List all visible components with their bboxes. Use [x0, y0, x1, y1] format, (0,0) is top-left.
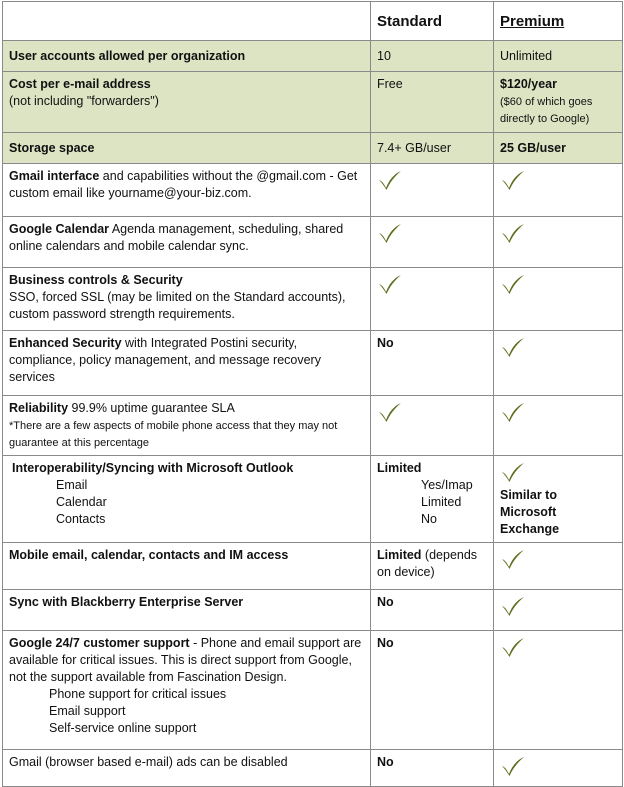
- enhanced-standard: No: [377, 336, 394, 350]
- cost-premium: $120/year: [500, 77, 558, 91]
- row-mobile: [3, 543, 623, 590]
- header-feature-cell: [3, 2, 371, 41]
- row-gmail: [3, 164, 623, 217]
- reliability-title: Reliability: [9, 401, 69, 415]
- checkmark-icon: [500, 636, 526, 658]
- enhanced-desc: with Integrated Postini security, compliance, policy management, and message recovery services: [9, 336, 321, 384]
- header-row: [3, 2, 623, 41]
- row-business: [3, 268, 623, 331]
- checkmark-icon: [377, 401, 403, 423]
- interop-standard-item: Limited: [421, 495, 462, 509]
- accounts-standard: 10: [377, 48, 391, 63]
- calendar-title: Google Calendar: [9, 222, 110, 236]
- checkmark-icon: [377, 169, 403, 191]
- checkmark-icon: [377, 222, 403, 244]
- header-standard: Standard: [371, 2, 494, 41]
- storage-standard: 7.4+ GB/user: [377, 140, 451, 155]
- header-premium: Premium: [494, 2, 623, 41]
- support-desc: - Phone and email support are available for critical issues. This is direct support from Google, not the support available from Fascination Design.: [9, 636, 362, 684]
- row-support: [3, 631, 623, 750]
- interop-premium-line1: Similar to: [500, 488, 557, 502]
- mobile-title: Mobile email, calendar, contacts and IM access: [9, 548, 289, 562]
- support-item: Self-service online support: [49, 721, 197, 735]
- row-storage: [3, 133, 623, 164]
- row-cost: [3, 72, 623, 133]
- cost-standard: Free: [377, 77, 403, 91]
- reliability-desc: 99.9% uptime guarantee SLA: [68, 401, 235, 415]
- checkmark-icon: [377, 273, 403, 295]
- row-reliability: [3, 396, 623, 456]
- checkmark-icon: [500, 755, 526, 777]
- business-title: Business controls & Security: [9, 273, 183, 287]
- interop-item: Contacts: [56, 512, 106, 526]
- storage-label: Storage space: [9, 140, 95, 155]
- blackberry-title: Sync with Blackberry Enterprise Server: [9, 595, 244, 609]
- row-blackberry: [3, 590, 623, 631]
- enhanced-title: Enhanced Security: [9, 336, 122, 350]
- row-calendar: [3, 217, 623, 268]
- checkmark-icon: [500, 222, 526, 244]
- comparison-table: [2, 1, 623, 787]
- storage-premium: 25 GB/user: [500, 140, 567, 155]
- support-item: Email support: [49, 704, 126, 718]
- cost-label: Cost per e-mail address: [9, 77, 151, 91]
- interop-standard: Limited: [377, 461, 422, 475]
- interop-premium-line2: Microsoft Exchange: [500, 505, 560, 536]
- checkmark-icon: [500, 273, 526, 295]
- interop-item: Calendar: [56, 495, 107, 509]
- row-enhanced: [3, 331, 623, 396]
- checkmark-icon: [500, 401, 526, 423]
- accounts-label: User accounts allowed per organization: [9, 48, 246, 63]
- interop-title: Interoperability/Syncing with Microsoft Outlook: [12, 461, 294, 475]
- interop-standard-item: Yes/Imap: [421, 478, 473, 492]
- mobile-standard: Limited: [377, 548, 422, 562]
- cost-premium-note: ($60 of which goes directly to Google): [500, 96, 593, 125]
- row-accounts: [3, 41, 623, 72]
- ads-standard: No: [377, 755, 394, 769]
- support-item: Phone support for critical issues: [49, 687, 227, 701]
- business-desc: SSO, forced SSL (may be limited on the Standard accounts), custom password strength requirements.: [9, 290, 346, 321]
- checkmark-icon: [500, 461, 526, 483]
- cost-label-note: (not including "forwarders"): [9, 94, 159, 108]
- interop-standard-item: No: [421, 512, 437, 526]
- accounts-premium: Unlimited: [500, 48, 553, 63]
- row-interop: [3, 456, 623, 543]
- support-standard: No: [377, 636, 394, 650]
- checkmark-icon: [500, 595, 526, 617]
- reliability-note: *There are a few aspects of mobile phone access that they may not guarantee at this percentage: [9, 420, 338, 449]
- gmail-title: Gmail interface: [9, 169, 100, 183]
- support-title: Google 24/7 customer support: [9, 636, 190, 650]
- gmail-desc: and capabilities without the @gmail.com - Get custom email like yourname@your-biz.com.: [9, 169, 358, 200]
- checkmark-icon: [500, 169, 526, 191]
- calendar-desc: Agenda management, scheduling, shared online calendars and mobile calendar sync.: [9, 222, 344, 253]
- ads-label: Gmail (browser based e-mail) ads can be disabled: [9, 755, 288, 769]
- interop-item: Email: [56, 478, 88, 492]
- mobile-standard-rest: (depends on device): [377, 548, 478, 579]
- blackberry-standard: No: [377, 595, 394, 609]
- checkmark-icon: [500, 336, 526, 358]
- row-ads: [3, 750, 623, 787]
- checkmark-icon: [500, 548, 526, 570]
